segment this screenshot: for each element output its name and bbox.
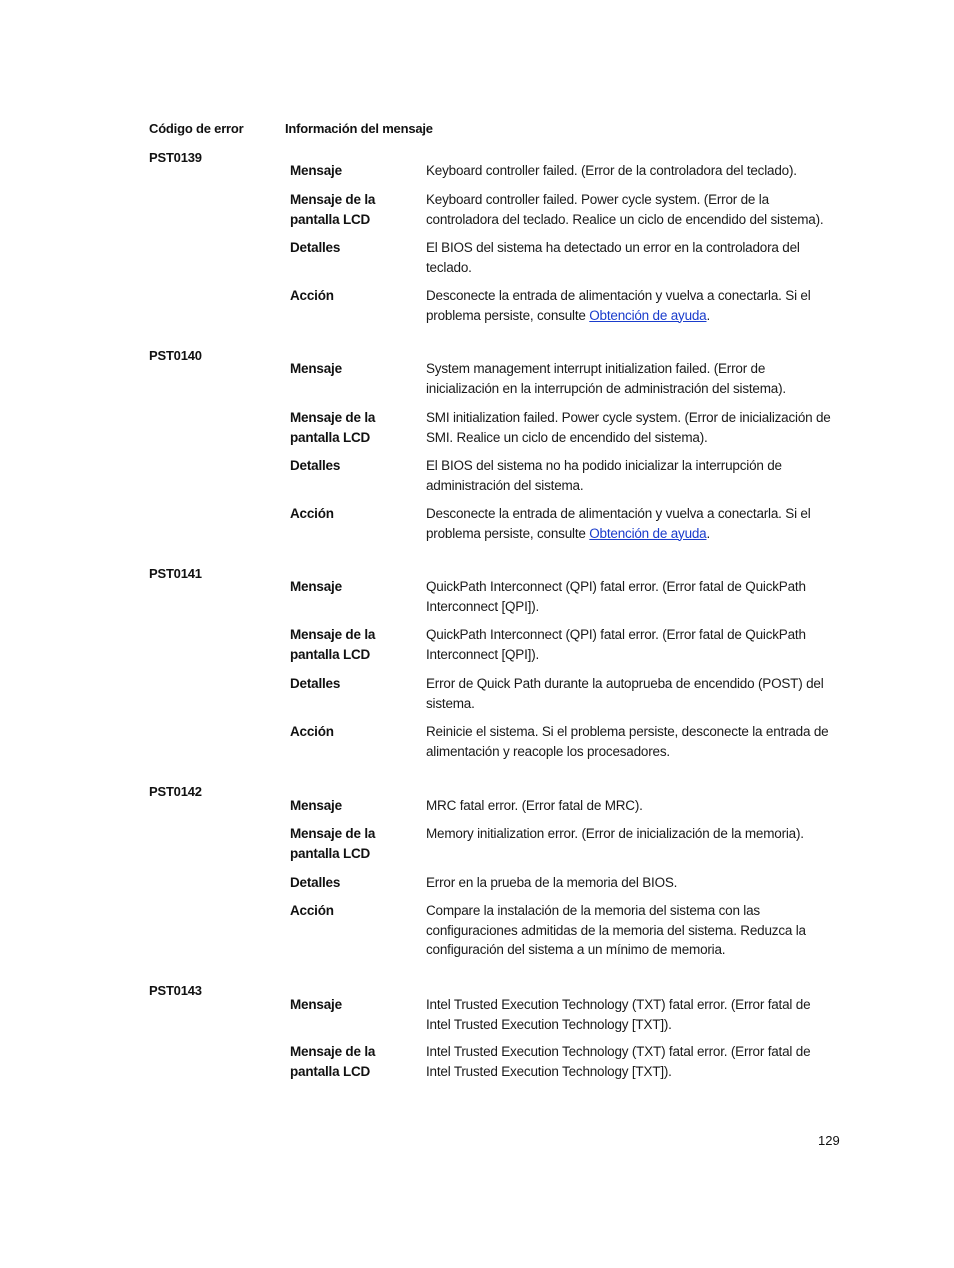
lcd-message-row bbox=[290, 190, 835, 229]
error-code: PST0140 bbox=[149, 348, 202, 363]
lcd-message-row bbox=[290, 625, 835, 664]
lcd-label-line1: Mensaje de la bbox=[290, 826, 376, 841]
action-value bbox=[426, 286, 835, 325]
lcd-message-value: Intel Trusted Execution Technology (TXT) fatal error. (Error fatal de Intel Trusted Execution Technology [TXT]). bbox=[426, 1044, 811, 1079]
message-row bbox=[290, 995, 835, 1034]
lcd-label-line1: Mensaje de la bbox=[290, 410, 376, 425]
lcd-message-value: SMI initialization failed. Power cycle system. (Error de inicialización de SMI. Realice un ciclo de encendido del sistema). bbox=[426, 410, 831, 445]
help-link[interactable]: Obtención de ayuda bbox=[589, 307, 707, 323]
action-row bbox=[290, 286, 835, 325]
error-code: PST0141 bbox=[149, 566, 202, 581]
column-header-code: Código de error bbox=[149, 121, 244, 136]
details-label: Detalles bbox=[290, 875, 341, 890]
message-label: Mensaje bbox=[290, 579, 342, 594]
action-row bbox=[290, 722, 835, 761]
error-code: PST0139 bbox=[149, 150, 202, 165]
action-value: Compare la instalación de la memoria del sistema con las configuraciones admitidas de la memoria del sistema. Reduzca la configuración del sistema a un mínimo de memoria. bbox=[426, 903, 806, 957]
details-row bbox=[290, 674, 835, 713]
action-text: Desconecte la entrada de alimentación y vuelva a conectarla. Si el problema persiste, consulte bbox=[426, 506, 811, 541]
message-value: System management interrupt initialization failed. (Error de inicialización en la interrupción de administración del sistema). bbox=[426, 361, 786, 396]
lcd-message-label bbox=[290, 408, 426, 447]
lcd-message-value: Keyboard controller failed. Power cycle system. (Error de la controladora del teclado. Realice un ciclo de encendido del sistema). bbox=[426, 192, 824, 227]
details-value: Error de Quick Path durante la autoprueba de encendido (POST) del sistema. bbox=[426, 676, 824, 711]
lcd-message-label bbox=[290, 625, 426, 664]
lcd-message-value: QuickPath Interconnect (QPI) fatal error. (Error fatal de QuickPath Interconnect [QPI]). bbox=[426, 627, 806, 662]
lcd-label-line1: Mensaje de la bbox=[290, 627, 376, 642]
details-row bbox=[290, 873, 835, 893]
action-row bbox=[290, 901, 835, 960]
lcd-label-line1: Mensaje de la bbox=[290, 192, 376, 207]
error-code: PST0142 bbox=[149, 784, 202, 799]
action-text-end: . bbox=[706, 525, 711, 541]
lcd-message-row bbox=[290, 824, 835, 863]
message-row bbox=[290, 161, 835, 181]
message-row bbox=[290, 577, 835, 616]
action-row bbox=[290, 504, 835, 543]
action-label: Acción bbox=[290, 903, 334, 918]
details-label: Detalles bbox=[290, 240, 341, 255]
message-value: Intel Trusted Execution Technology (TXT) fatal error. (Error fatal de Intel Trusted Execution Technology [TXT]). bbox=[426, 997, 811, 1032]
details-label: Detalles bbox=[290, 676, 341, 691]
details-row bbox=[290, 456, 835, 495]
message-value: QuickPath Interconnect (QPI) fatal error. (Error fatal de QuickPath Interconnect [QPI]). bbox=[426, 579, 806, 614]
lcd-message-label bbox=[290, 1042, 426, 1081]
message-label: Mensaje bbox=[290, 361, 342, 376]
message-label: Mensaje bbox=[290, 163, 342, 178]
lcd-message-label bbox=[290, 824, 426, 863]
lcd-label-line1: Mensaje de la bbox=[290, 1044, 376, 1059]
action-text: Desconecte la entrada de alimentación y vuelva a conectarla. Si el problema persiste, consulte bbox=[426, 288, 811, 323]
message-label: Mensaje bbox=[290, 798, 342, 813]
lcd-label-line2: pantalla LCD bbox=[290, 1063, 371, 1079]
details-label: Detalles bbox=[290, 458, 341, 473]
action-text-end: . bbox=[706, 307, 711, 323]
help-link[interactable]: Obtención de ayuda bbox=[589, 525, 707, 541]
message-row bbox=[290, 796, 835, 816]
lcd-message-value: Memory initialization error. (Error de inicialización de la memoria). bbox=[426, 826, 804, 841]
lcd-label-line2: pantalla LCD bbox=[290, 429, 371, 445]
action-label: Acción bbox=[290, 288, 334, 303]
page-number: 129 bbox=[818, 1133, 840, 1148]
lcd-label-line2: pantalla LCD bbox=[290, 845, 371, 861]
message-value: MRC fatal error. (Error fatal de MRC). bbox=[426, 798, 643, 813]
lcd-label-line2: pantalla LCD bbox=[290, 646, 371, 662]
message-value: Keyboard controller failed. (Error de la controladora del teclado). bbox=[426, 163, 797, 178]
details-value: El BIOS del sistema no ha podido inicializar la interrupción de administración del sistema. bbox=[426, 458, 782, 493]
lcd-label-line2: pantalla LCD bbox=[290, 211, 371, 227]
lcd-message-label bbox=[290, 190, 426, 229]
lcd-message-row bbox=[290, 408, 835, 447]
column-header-info: Información del mensaje bbox=[285, 121, 433, 136]
lcd-message-row bbox=[290, 1042, 835, 1081]
message-label: Mensaje bbox=[290, 997, 342, 1012]
error-code: PST0143 bbox=[149, 983, 202, 998]
details-value: Error en la prueba de la memoria del BIOS. bbox=[426, 875, 678, 890]
details-row bbox=[290, 238, 835, 277]
action-label: Acción bbox=[290, 506, 334, 521]
message-row bbox=[290, 359, 835, 398]
details-value: El BIOS del sistema ha detectado un error en la controladora del teclado. bbox=[426, 240, 800, 275]
action-value: Reinicie el sistema. Si el problema persiste, desconecte la entrada de alimentación y reacople los procesadores. bbox=[426, 724, 829, 759]
action-label: Acción bbox=[290, 724, 334, 739]
action-value bbox=[426, 504, 835, 543]
